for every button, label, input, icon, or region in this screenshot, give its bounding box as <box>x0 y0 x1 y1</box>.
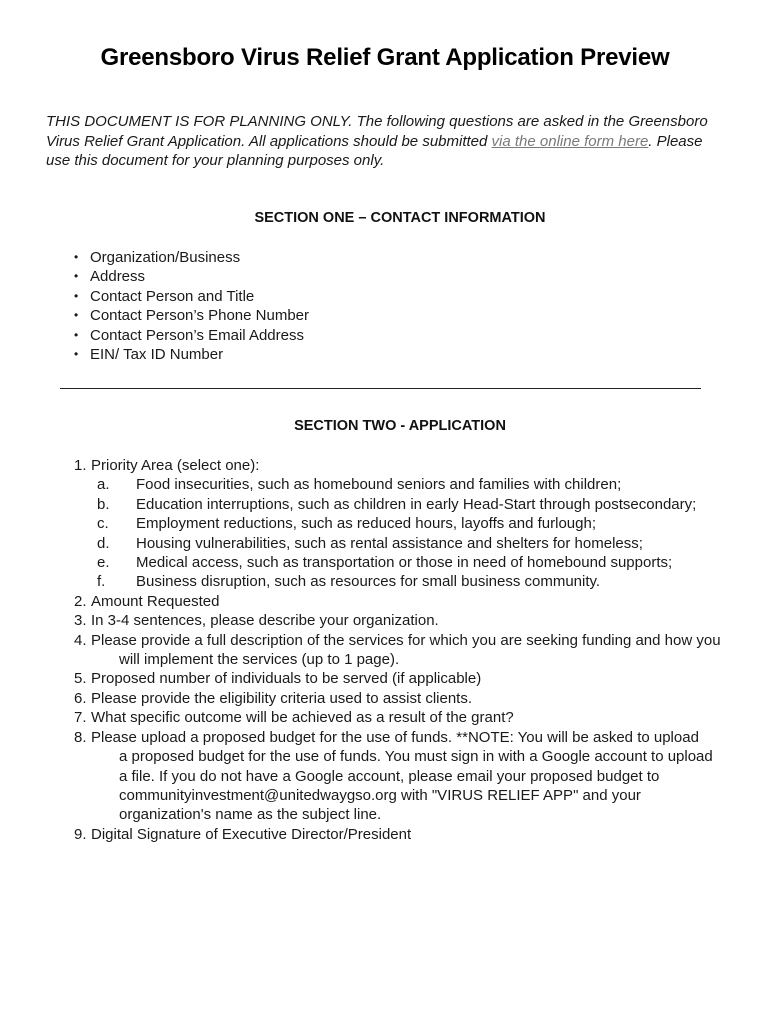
intro-text-end: . Please use this document for your planning purposes only. <box>46 132 703 169</box>
bullet-icon: • <box>74 347 79 362</box>
section-two-heading: SECTION TWO - APPLICATION <box>294 418 506 434</box>
option-letter: c. <box>97 515 109 533</box>
contact-info-list <box>68 248 309 364</box>
option-text: Food insecurities, such as homebound seniors and families with children; <box>136 476 622 494</box>
list-item <box>68 326 309 345</box>
question-number: 2. <box>74 592 87 610</box>
option-text: Employment reductions, such as reduced hours, layoffs and furlough; <box>136 515 596 533</box>
list-item-text: Organization/Business <box>90 249 241 266</box>
list-item <box>68 267 309 286</box>
list-item <box>68 248 309 267</box>
option-text: Education interruptions, such as children in early Head-Start through postsecondary; <box>136 495 697 513</box>
question-text-continued: a proposed budget for the use of funds. You must sign in with a Google account to upload <box>119 748 713 766</box>
intro-text: THIS DOCUMENT IS FOR PLANNING ONLY. The following questions are asked in the Greensboro Virus Relief Grant Application. All applications should be submitted <box>46 113 708 150</box>
question-text: Please upload a proposed budget for the use of funds. **NOTE: You will be asked to upload <box>91 728 699 746</box>
option-letter: a. <box>97 476 110 494</box>
list-item <box>68 287 309 306</box>
question-number: 6. <box>74 689 87 707</box>
question-2 <box>74 592 734 611</box>
list-item-text: Contact Person’s Email Address <box>90 326 304 344</box>
intro-paragraph <box>46 112 726 171</box>
list-item <box>68 306 309 325</box>
bullet-icon: • <box>74 308 79 323</box>
list-item <box>68 345 309 364</box>
question-number: 3. <box>74 612 87 630</box>
option-letter: b. <box>97 495 110 513</box>
question-1 <box>74 456 734 475</box>
question-text: In 3-4 sentences, please describe your organization. <box>91 612 439 630</box>
option-text: Business disruption, such as resources for small business community. <box>136 573 601 591</box>
question-6 <box>74 689 734 708</box>
option-letter: d. <box>97 534 110 552</box>
list-item-text: EIN/ Tax ID Number <box>90 346 224 364</box>
question-text-continued: communityinvestment@unitedwaygso.org with "VIRUS RELIEF APP" and your <box>119 786 641 804</box>
question-number: 7. <box>74 709 87 727</box>
question-8 <box>74 728 734 825</box>
list-item-text: Address <box>90 268 146 286</box>
priority-option <box>74 475 734 494</box>
list-item-text: Contact Person’s Phone Number <box>90 307 310 325</box>
priority-option <box>74 534 734 553</box>
question-number: 4. <box>74 631 87 649</box>
option-letter: f. <box>97 573 106 591</box>
question-text: Proposed number of individuals to be served (if applicable) <box>91 670 482 688</box>
question-5 <box>74 669 734 688</box>
question-text-continued: organization's name as the subject line. <box>119 806 382 824</box>
section-one-heading: SECTION ONE – CONTACT INFORMATION <box>254 210 546 226</box>
question-text: Please provide a full description of the services for which you are seeking funding and how you <box>91 631 721 649</box>
bullet-icon: • <box>74 250 79 264</box>
online-form-link[interactable]: via the online form here <box>491 132 649 150</box>
question-number: 9. <box>74 825 87 843</box>
application-question-list <box>74 456 734 844</box>
question-text: Amount Requested <box>91 592 220 610</box>
bullet-icon: • <box>74 269 79 284</box>
page-title: Greensboro Virus Relief Grant Application Preview <box>100 44 670 71</box>
question-text: Digital Signature of Executive Director/President <box>91 825 412 843</box>
question-7 <box>74 708 734 727</box>
option-letter: e. <box>97 554 110 572</box>
priority-option <box>74 514 734 533</box>
question-text: Please provide the eligibility criteria used to assist clients. <box>91 689 473 707</box>
priority-option <box>74 495 734 514</box>
question-text-continued: will implement the services (up to 1 page). <box>119 651 400 669</box>
question-text: What specific outcome will be achieved as a result of the grant? <box>91 709 514 727</box>
bullet-icon: • <box>74 327 79 342</box>
bullet-icon: • <box>74 288 79 303</box>
question-number: 5. <box>74 670 87 688</box>
list-item-text: Contact Person and Title <box>90 287 255 305</box>
question-3 <box>74 611 734 630</box>
option-text: Housing vulnerabilities, such as rental assistance and shelters for homeless; <box>136 534 643 552</box>
question-text: Priority Area (select one): <box>91 457 260 474</box>
question-4 <box>74 631 734 670</box>
option-text: Medical access, such as transportation or those in need of homebound supports; <box>136 554 673 572</box>
question-number: 1. <box>74 457 87 474</box>
priority-option <box>74 572 734 591</box>
question-number: 8. <box>74 728 87 746</box>
section-divider <box>60 388 701 389</box>
priority-option <box>74 553 734 572</box>
question-9 <box>74 825 734 844</box>
question-text-continued: a file. If you do not have a Google account, please email your proposed budget to <box>119 767 660 785</box>
